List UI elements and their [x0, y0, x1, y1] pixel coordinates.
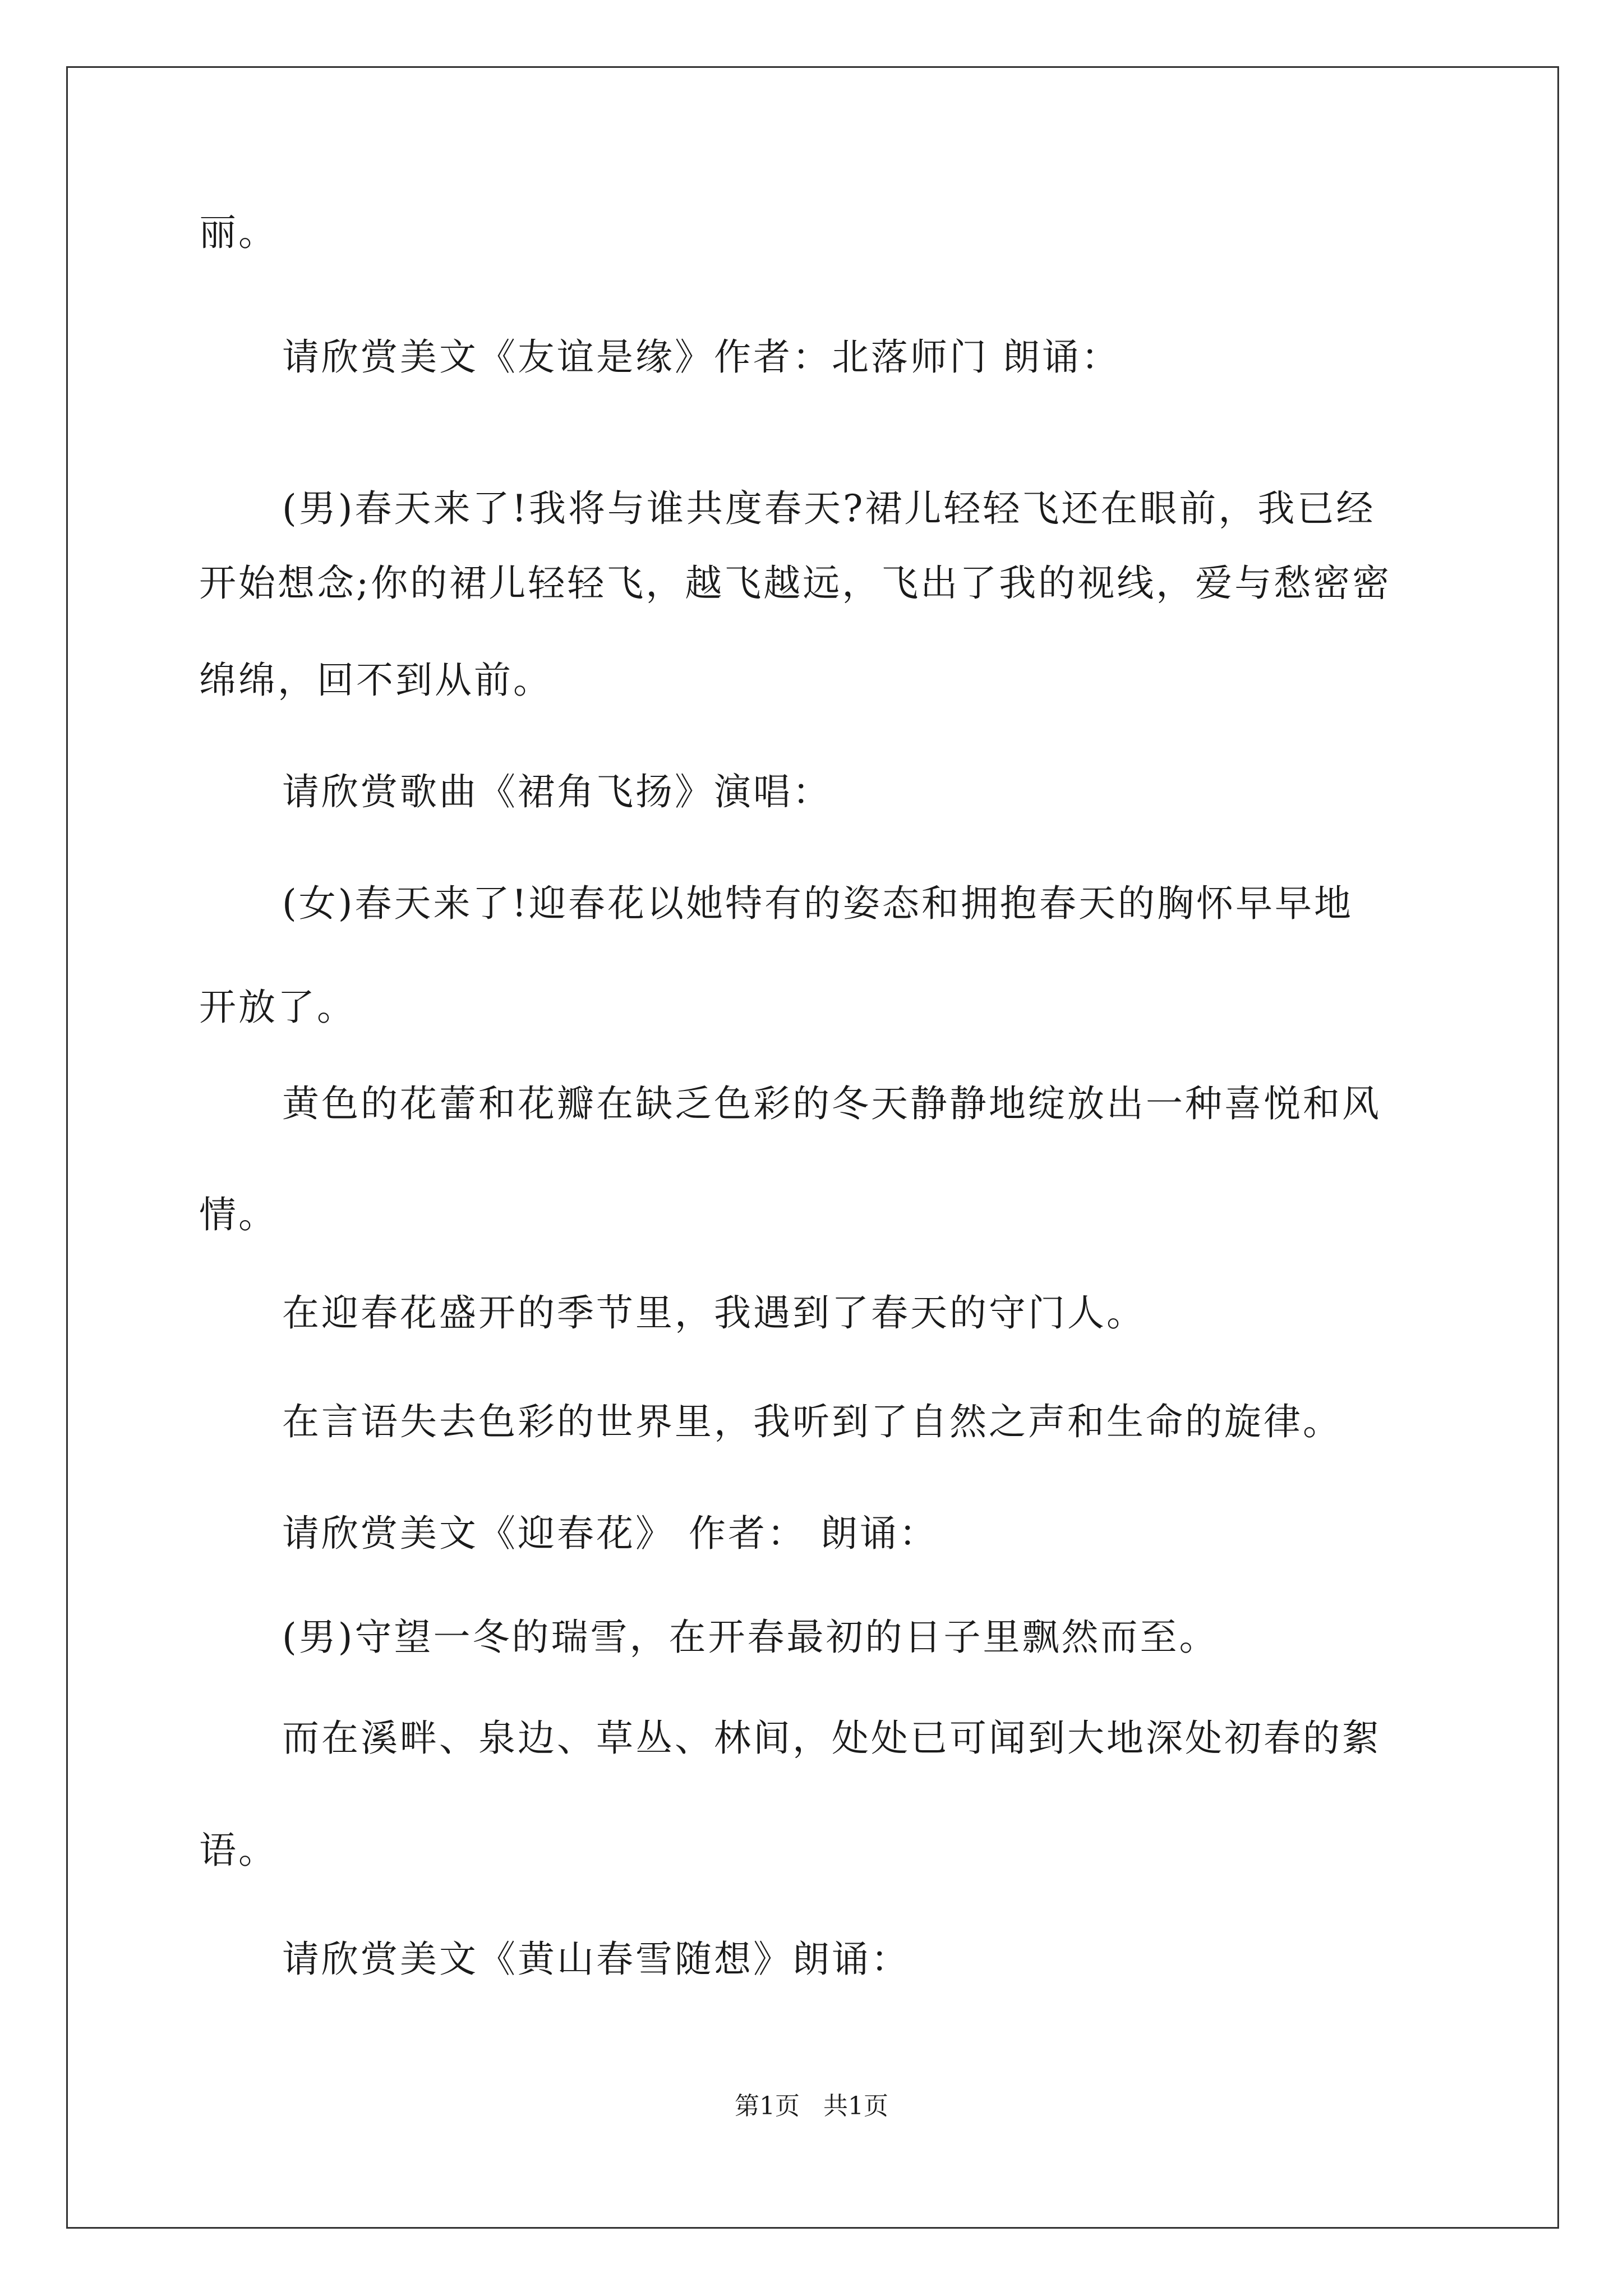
- page-border: [66, 66, 1559, 2229]
- text-line: 开放了。: [199, 986, 356, 1029]
- text-line: 请欣赏美文《黄山春雪随想》朗诵：: [282, 1938, 910, 1981]
- text-line: 请欣赏美文《友谊是缘》作者：北落师门 朗诵：: [282, 335, 1121, 379]
- text-line: 情。: [199, 1193, 278, 1236]
- text-line: (男)春天来了!我将与谁共度春天?裙儿轻轻飞还在眼前，我已经: [282, 487, 1376, 530]
- text-line: 在迎春花盛开的季节里，我遇到了春天的守门人。: [282, 1291, 1146, 1335]
- text-line: (女)春天来了!迎春花以她特有的姿态和拥抱春天的胸怀早早地: [282, 882, 1354, 925]
- text-line: 请欣赏歌曲《裙角飞扬》演唱：: [282, 770, 832, 813]
- text-line: 而在溪畔、泉边、草丛、林间，处处已可闻到大地深处初春的絮: [282, 1717, 1381, 1760]
- text-line: 语。: [199, 1829, 278, 1872]
- text-line: (男)守望一冬的瑞雪，在开春最初的日子里飘然而至。: [282, 1616, 1219, 1659]
- text-line: 丽。: [199, 211, 278, 254]
- page-footer: 第1页 共1页: [735, 2092, 888, 2120]
- text-line: 黄色的花蕾和花瓣在缺乏色彩的冬天静静地绽放出一种喜悦和风: [282, 1082, 1381, 1125]
- text-line: 开始想念;你的裙儿轻轻飞，越飞越远，飞出了我的视线，爱与愁密密: [199, 562, 1392, 605]
- text-line: 绵绵，回不到从前。: [199, 659, 552, 702]
- text-line: 请欣赏美文《迎春花》 作者： 朗诵：: [282, 1512, 938, 1555]
- text-line: 在言语失去色彩的世界里，我听到了自然之声和生命的旋律。: [282, 1400, 1342, 1443]
